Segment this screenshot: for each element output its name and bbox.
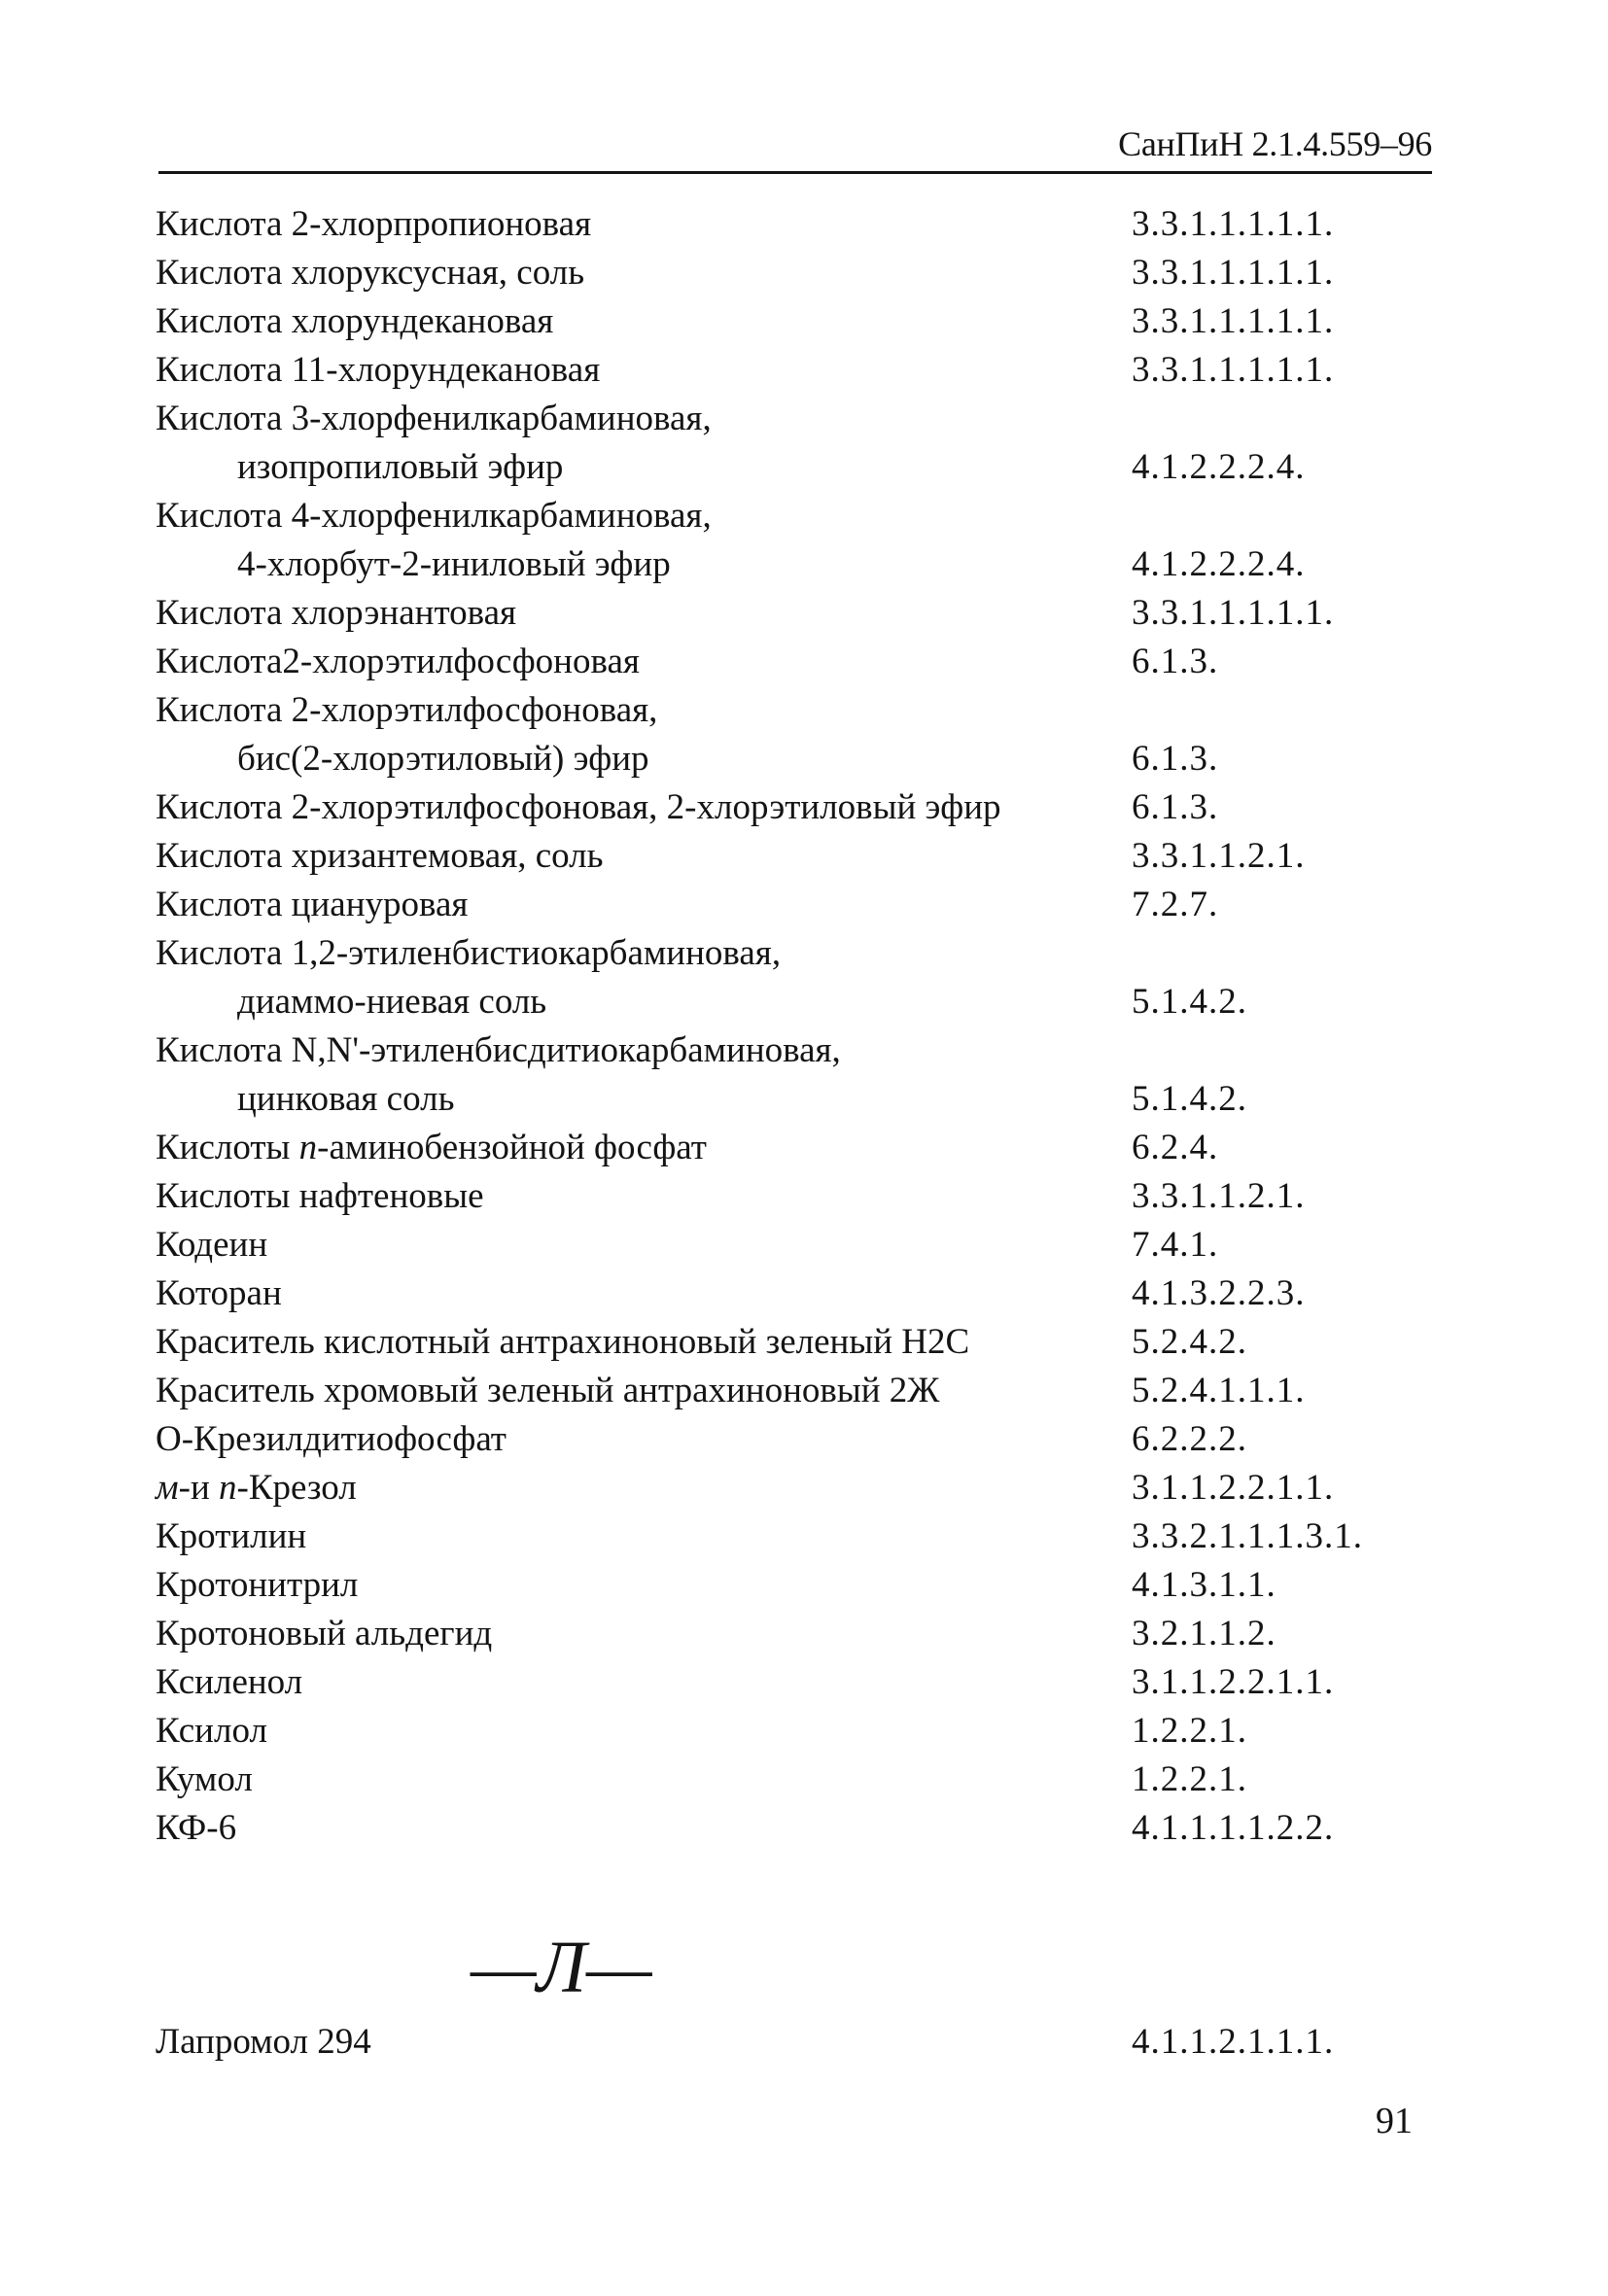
entry-term: Кислота хлоруксусная, соль [156, 253, 585, 293]
entry-term: Кислота 3-хлорфенилкарбаминовая, [156, 399, 712, 438]
index-entry [156, 589, 1439, 638]
entry-term: Краситель хромовый зеленый антрахиноновый 2Ж [156, 1371, 940, 1410]
entry-reference: 7.4.1. [1132, 1225, 1219, 1265]
entry-reference: 4.1.1.1.1.2.2. [1132, 1808, 1335, 1848]
entry-line [156, 1221, 1439, 1270]
entry-reference: 3.1.1.2.2.1.1. [1132, 1468, 1335, 1508]
index-entry [156, 881, 1439, 929]
entry-line [156, 1513, 1439, 1561]
entry-reference: 4.1.1.2.1.1.1. [1132, 2022, 1335, 2062]
entry-line [156, 783, 1439, 832]
term-italic-letter: n [298, 1128, 318, 1167]
entry-reference: 3.3.1.1.1.1.1. [1132, 301, 1335, 341]
index-entry [156, 1415, 1439, 1464]
entry-reference: 3.3.1.1.2.1. [1132, 1176, 1306, 1216]
index-entries [156, 200, 1439, 1853]
entry-continuation-line [156, 540, 1439, 589]
entry-term: Кислота хлорэнантовая [156, 593, 517, 633]
index-entry [156, 1513, 1439, 1561]
entry-line [156, 1124, 1439, 1172]
entry-term: Кротилин [156, 1516, 307, 1556]
entry-reference: 3.3.1.1.2.1. [1132, 836, 1306, 876]
entry-reference: 6.1.3. [1132, 642, 1219, 681]
entry-line [156, 492, 1439, 540]
entry-term: Кислота 4-хлорфенилкарбаминовая, [156, 496, 712, 536]
entry-term-continuation: 4-хлорбут-2-иниловый эфир [237, 544, 671, 584]
index-entry [156, 1707, 1439, 1756]
entry-term: Кислота хлорундекановая [156, 301, 554, 341]
index-entry [156, 249, 1439, 297]
entry-term-continuation: диаммо-ниевая соль [237, 982, 547, 1022]
term-text: -аминобензойной фосфат [317, 1128, 707, 1167]
entry-reference: 5.2.4.2. [1132, 1322, 1247, 1362]
entry-line [156, 1707, 1439, 1756]
index-entry [156, 1124, 1439, 1172]
entry-line [156, 1026, 1439, 1075]
entry-line [156, 200, 1439, 249]
entry-term: Кислота2-хлорэтилфосфоновая [156, 642, 640, 681]
entry-term-continuation: бис(2-хлорэтиловый) эфир [237, 739, 649, 779]
entry-line [156, 686, 1439, 735]
entry-line [156, 395, 1439, 443]
entry-line [156, 1561, 1439, 1610]
entry-reference: 4.1.3.1.1. [1132, 1565, 1276, 1605]
entry-term: Кислота N,N'-этиленбисдитиокарбаминовая, [156, 1030, 841, 1070]
index-entry [156, 1172, 1439, 1221]
entry-term: Лапромол 294 [156, 2022, 371, 2062]
term-text: -Крезол [236, 1468, 357, 1508]
index-entry [156, 200, 1439, 249]
index-entry [156, 783, 1439, 832]
entry-line [156, 589, 1439, 638]
entry-term: Кодеин [156, 1225, 268, 1265]
entry-term-continuation: изопропиловый эфир [237, 447, 564, 487]
index-entry [156, 929, 1439, 1026]
entry-line [156, 832, 1439, 881]
index-entry [156, 395, 1439, 492]
entry-reference: 4.1.2.2.2.4. [1132, 544, 1306, 584]
entry-line [156, 881, 1439, 929]
entry-reference: 3.3.1.1.1.1.1. [1132, 253, 1335, 293]
entry-line [156, 297, 1439, 346]
page-number: 91 [1376, 2101, 1413, 2141]
entry-reference: 6.2.4. [1132, 1128, 1219, 1167]
entry-term: Ксиленол [156, 1662, 303, 1702]
entry-reference: 6.1.3. [1132, 739, 1219, 779]
entry-reference: 3.1.1.2.2.1.1. [1132, 1662, 1335, 1702]
entry-term: Кислота хризантемовая, соль [156, 836, 604, 876]
index-entry [156, 1221, 1439, 1270]
entry-line [156, 1415, 1439, 1464]
entry-term: Кислота 11-хлорундекановая [156, 350, 601, 390]
entry-term: О-Крезилдитиофосфат [156, 1419, 507, 1459]
header-rule [158, 171, 1432, 174]
entry-reference: 4.1.2.2.2.4. [1132, 447, 1306, 487]
index-entry [156, 1318, 1439, 1367]
index-entry [156, 2018, 1439, 2067]
entry-line [156, 249, 1439, 297]
entry-term: Кислота 2-хлорэтилфосфоновая, [156, 690, 658, 730]
entry-term [156, 1464, 357, 1513]
index-entry [156, 346, 1439, 395]
entry-reference: 7.2.7. [1132, 885, 1219, 924]
entry-line [156, 346, 1439, 395]
index-entry [156, 1756, 1439, 1804]
entry-line [156, 1804, 1439, 1853]
entry-line [156, 2018, 1439, 2067]
entry-reference: 1.2.2.1. [1132, 1759, 1247, 1799]
index-entry [156, 1026, 1439, 1124]
entry-reference: 3.3.2.1.1.1.3.1. [1132, 1516, 1363, 1556]
term-italic-letter: n [219, 1468, 237, 1508]
entry-continuation-line [156, 735, 1439, 783]
index-entry [156, 1367, 1439, 1415]
entry-line [156, 1318, 1439, 1367]
entry-term: Краситель кислотный антрахиноновый зеленый Н2С [156, 1322, 970, 1362]
entry-term: Кротоновый альдегид [156, 1614, 493, 1653]
entry-reference: 1.2.2.1. [1132, 1711, 1247, 1751]
index-entry [156, 686, 1439, 783]
entry-term: Кислота 2-хлорпропионовая [156, 204, 592, 244]
index-entry [156, 1561, 1439, 1610]
term-italic-letter: м [156, 1468, 179, 1508]
entry-term: Ксилол [156, 1711, 267, 1751]
index-entry [156, 1610, 1439, 1658]
index-entry [156, 492, 1439, 589]
entry-reference: 6.2.2.2. [1132, 1419, 1247, 1459]
entry-reference: 4.1.3.2.2.3. [1132, 1273, 1306, 1313]
entry-line [156, 1756, 1439, 1804]
index-entry [156, 1270, 1439, 1318]
index-entry [156, 1464, 1439, 1513]
entry-line [156, 1172, 1439, 1221]
index-entry [156, 638, 1439, 686]
entry-line [156, 929, 1439, 978]
entry-continuation-line [156, 443, 1439, 492]
entry-term [156, 1124, 707, 1172]
index-entry [156, 297, 1439, 346]
entry-line [156, 1658, 1439, 1707]
index-entry [156, 1804, 1439, 1853]
entry-term: КФ-6 [156, 1808, 237, 1848]
index-entry [156, 832, 1439, 881]
entry-reference: 5.1.4.2. [1132, 982, 1247, 1022]
document-code: СанПиН 2.1.4.559–96 [1118, 124, 1432, 163]
index-entry [156, 1658, 1439, 1707]
entry-reference: 6.1.3. [1132, 787, 1219, 827]
entry-reference: 3.2.1.1.2. [1132, 1614, 1276, 1653]
entry-reference: 5.2.4.1.1.1. [1132, 1371, 1306, 1410]
entry-term: Кислота 2-хлорэтилфосфоновая, 2-хлорэтиловый эфир [156, 787, 1001, 827]
term-text: -и [178, 1468, 219, 1508]
entry-reference: 5.1.4.2. [1132, 1079, 1247, 1119]
entry-term: Кислоты нафтеновые [156, 1176, 484, 1216]
entry-line [156, 1367, 1439, 1415]
entry-line [156, 1610, 1439, 1658]
entry-term: Кротонитрил [156, 1565, 359, 1605]
entry-line [156, 638, 1439, 686]
section-letter-heading: —Л— [471, 1927, 652, 2008]
entry-term-continuation: цинковая соль [237, 1079, 455, 1119]
entry-line [156, 1270, 1439, 1318]
entry-reference: 3.3.1.1.1.1.1. [1132, 593, 1335, 633]
entry-reference: 3.3.1.1.1.1.1. [1132, 204, 1335, 244]
term-text: Кислоты [156, 1128, 299, 1167]
entry-term: Которан [156, 1273, 282, 1313]
entry-term: Кислота циануровая [156, 885, 469, 924]
entry-line [156, 1464, 1439, 1513]
entry-continuation-line [156, 1075, 1439, 1124]
entry-reference: 3.3.1.1.1.1.1. [1132, 350, 1335, 390]
entry-term: Кумол [156, 1759, 253, 1799]
entry-term: Кислота 1,2-этиленбистиокарбаминовая, [156, 933, 782, 973]
entry-continuation-line [156, 978, 1439, 1026]
